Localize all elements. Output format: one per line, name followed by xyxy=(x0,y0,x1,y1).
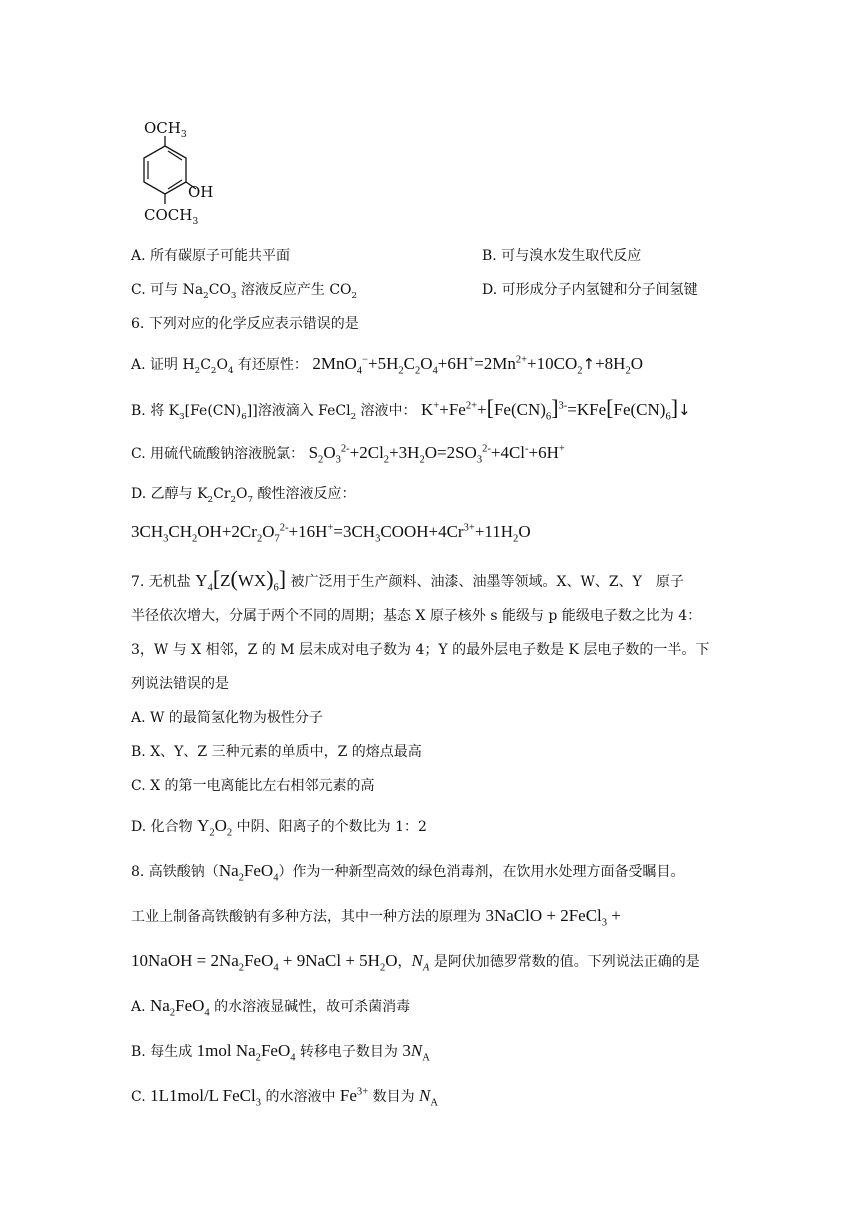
q6-equation-a: $2MnO_4^-+5H_2C_2O_4+6H^+=2Mn^{2+}+10CO_2↑+8H_2O$ xyxy=(312,354,644,377)
q6-option-d: D. 乙醇与 $K_2Cr_2O_7$ 酸性溶液反应： xyxy=(131,486,356,505)
structure-label-oh: OH xyxy=(188,183,214,201)
q8-c-formula: 1L1mol/L FeCl$_3$ xyxy=(150,1086,262,1109)
q6-option-b: B. 将 $K_3[Fe(CN)_6]$]溶液滴入 FeCl$_2$ 溶液中： $K^++Fe^{2+}+[Fe(CN)_6]^{3-}=KFe[Fe(CN)_6]↓$ xyxy=(131,395,691,423)
q8-line-3: 10NaOH = $2Na_2FeO_4$ + 9NaCl + $5H_2O$，$N_A$ 是阿伏加德罗常数的值。下列说法正确的是 xyxy=(131,951,700,974)
q8-symbol-na: $N_A$ xyxy=(411,951,430,974)
structure-label-och3: $OCH_3$ xyxy=(144,119,187,140)
q6-equation-c: $S_2O_3^{2-}+2Cl_2+3H_2O=2SO_3^{2-}+4Cl^-+6H^+$ xyxy=(308,443,565,466)
q7-line-4: 列说法错误的是 xyxy=(131,676,229,692)
q8-equation-part2: 10NaOH = $2Na_2FeO_4$ + 9NaCl + $5H_2O$ xyxy=(131,951,398,974)
q7-option-c: C. X 的第一电离能比左右相邻元素的高 xyxy=(131,778,375,794)
q7-option-a: A. W 的最简氢化物为极性分子 xyxy=(131,710,323,726)
q7-line-3: 3，W 与 X 相邻，Z 的 M 层未成对电子数为 4；Y 的最外层电子数是 K 层电子数的一半。下 xyxy=(131,642,710,658)
q6-equation-b: $K^++Fe^{2+}+[Fe(CN)_6]^{3-}=KFe[Fe(CN)_6]↓$ xyxy=(421,395,691,423)
q7-formula-salt: $Y_4[Z(WX)_6]$ xyxy=(195,566,287,594)
q5-option-a: A. 所有碳原子可能共平面 xyxy=(131,248,291,264)
q6-option-c: C. 用硫代硫酸钠溶液脱氯： $S_2O_3^{2-}+2Cl_2+3H_2O=2SO_3^{2-}+4Cl^-+6H^+$ xyxy=(131,443,565,466)
q6-equation-d: $3CH_3CH_2OH+2Cr_2O_7^{2-}+16H^+=3CH_3COOH+4Cr^{3+}+11H_2O$ xyxy=(131,522,531,545)
q8-stem: 8. 高铁酸钠$(Na_2FeO_4)$作为一种新型高效的绿色消毒剂，在饮用水处理方面备受瞩目。 xyxy=(131,861,685,884)
q8-option-b: B. 每生成 1mol $Na_2FeO_4$ 转移电子数目为 $3N_A$ xyxy=(131,1041,430,1064)
q7-option-d: D. 化合物 $Y_2O_2$ 中阴、阳离子的个数比为 1：2 xyxy=(131,816,427,839)
q7-stem: 7. 无机盐 $Y_4[Z(WX)_6]$ 被广泛用于生产颜料、油漆、油墨等领域。X、W、Z、Y 原子 xyxy=(131,566,684,594)
q7-line-2: 半径依次增大，分属于两个不同的周期；基态 X 原子核外 s 能级与 p 能级电子数之比为 4： xyxy=(131,608,702,624)
q5-option-b: B. 可与溴水发生取代反应 xyxy=(482,248,642,264)
q8-equation-part1: 3NaClO + 2FeCl$_3$ + xyxy=(485,906,621,929)
q6-stem: 6. 下列对应的化学反应表示错误的是 xyxy=(131,316,359,332)
q5-option-d: D. 可形成分子内氢键和分子间氢键 xyxy=(482,282,698,298)
q8-line-2: 工业上制备高铁酸钠有多种方法，其中一种方法的原理为 3NaClO + 2FeCl$_3$ + xyxy=(131,906,621,929)
structure-label-coch3: $COCH_3$ xyxy=(144,206,199,227)
q5-option-c: C. 可与 $Na_2CO_3$ 溶液反应产生 $CO_2$ xyxy=(131,282,358,301)
q8-c-ion: $Fe^{3+}$ xyxy=(339,1086,369,1105)
q7-option-b: B. X、Y、Z 三种元素的单质中，Z 的熔点最高 xyxy=(131,744,422,760)
q8-b-value: $3N_A$ xyxy=(402,1041,430,1064)
q8-formula-na2feo4: $Na_2FeO_4$ xyxy=(218,861,279,884)
q8-b-formula: 1mol $Na_2FeO_4$ xyxy=(196,1041,296,1064)
q8-option-a: A. $Na_2FeO_4$ 的水溶液显碱性，故可杀菌消毒 xyxy=(131,996,411,1019)
q8-c-value: $N_A$ xyxy=(419,1086,438,1109)
q8-option-c: C. 1L1mol/L FeCl$_3$ 的水溶液中 $Fe^{3+}$ 数目为 $N_A$ xyxy=(131,1086,438,1109)
q6-option-a: A. 证明 $H_2C_2O_4$ 有还原性： $2MnO_4^-+5H_2C_2O_4+6H^+=2Mn^{2+}+10CO_2↑+8H_2O$ xyxy=(131,354,644,377)
q8-a-formula: $Na_2FeO_4$ xyxy=(150,996,210,1019)
q7-formula-y2o2: $Y_2O_2$ xyxy=(197,816,233,839)
